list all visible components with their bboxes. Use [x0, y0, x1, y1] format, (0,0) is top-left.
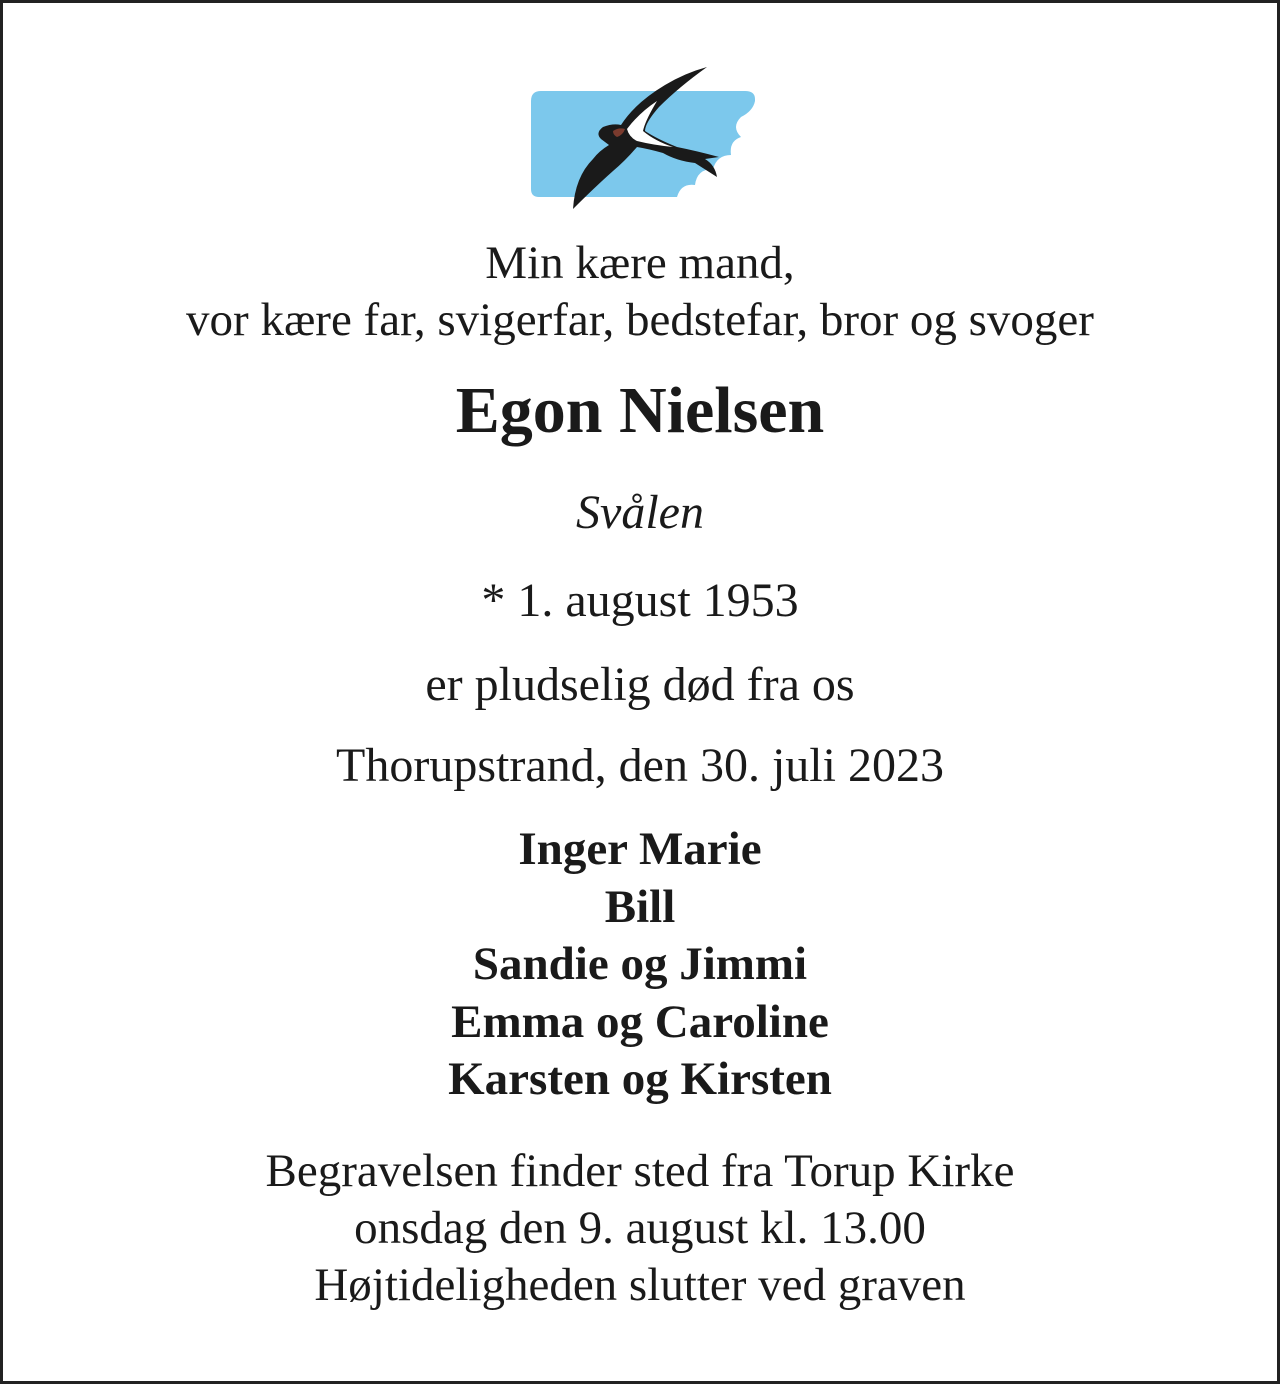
- intro-line: vor kære far, svigerfar, bedstefar, bror og svoger: [186, 294, 1094, 346]
- intro-text: [3, 235, 1277, 349]
- funeral-info: [3, 1143, 1277, 1314]
- funeral-line: Højtideligheden slutter ved graven: [314, 1259, 966, 1311]
- family-member: Inger Marie: [518, 823, 762, 875]
- deceased-name: Egon Nielsen: [455, 374, 825, 447]
- family-member: Karsten og Kirsten: [448, 1053, 832, 1105]
- family-member: Bill: [604, 880, 676, 933]
- swallow-icon: [527, 65, 763, 215]
- death-statement: er pludselig død fra os: [425, 658, 855, 711]
- funeral-line: Begravelsen finder sted fra Torup Kirke: [265, 1145, 1015, 1197]
- family-names: [3, 821, 1277, 1109]
- funeral-line: onsdag den 9. august kl. 13.00: [354, 1202, 926, 1254]
- intro-line: Min kære mand,: [485, 237, 795, 289]
- family-member: Emma og Caroline: [451, 995, 829, 1048]
- place-and-date: Thorupstrand, den 30. juli 2023: [336, 739, 944, 792]
- family-member: Sandie og Jimmi: [472, 938, 808, 990]
- birth-date: * 1. august 1953: [481, 574, 799, 627]
- nickname: Svålen: [576, 486, 704, 539]
